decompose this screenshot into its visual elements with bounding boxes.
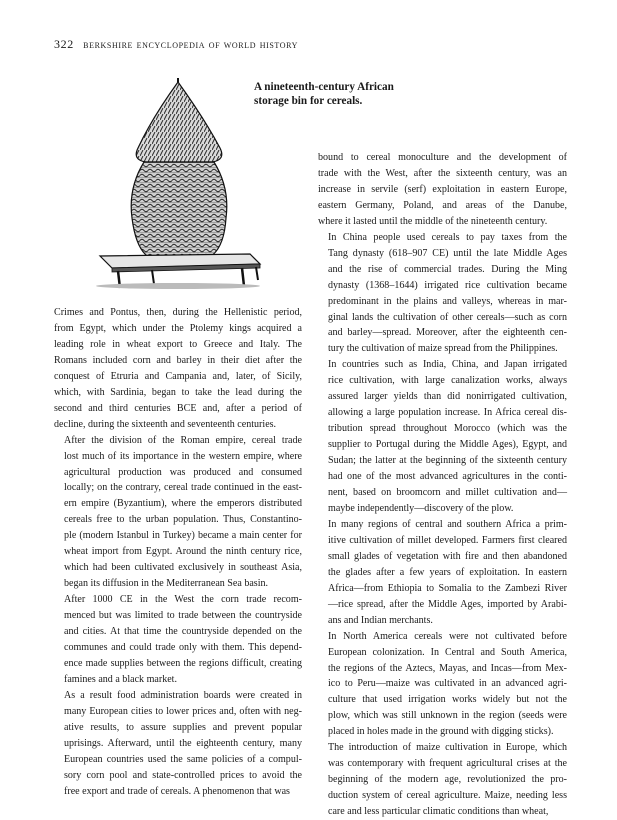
text-line: where it lasted until the middle of the nineteenth century. <box>318 215 548 227</box>
left-text-column <box>54 305 302 800</box>
storage-bin-illustration <box>92 78 264 290</box>
caption-line: storage bin for cereals. <box>254 95 363 107</box>
paragraph <box>318 517 567 629</box>
text-line: conquest of Etruria and Campania and, later, of Sicily, <box>54 370 302 382</box>
text-line: After the division of the Roman empire, cereal trade <box>64 434 302 446</box>
text-line: In countries such as India, China, and Japan irrigated <box>328 359 567 371</box>
text-line: supplier to Portugal during the Middle Ages), Egypt, and <box>328 439 567 451</box>
text-line: which, with Sardinia, began to take the lead during the <box>54 386 302 398</box>
text-line: Tang dynasty (618–907 CE) until the late Middle Ages <box>328 247 567 259</box>
text-line: had one of the most advanced agricultures in the conti- <box>328 471 567 483</box>
paragraph <box>54 688 302 800</box>
paragraph <box>318 629 567 741</box>
paragraph <box>318 357 567 517</box>
text-line: ginal lands the cultivation of other cereals—such as corn <box>328 311 567 323</box>
text-line: menced but was limited to trade between the countryside <box>64 610 302 622</box>
right-text-column <box>318 150 567 820</box>
text-line: was contemporary with frequent agricultural crises at the <box>328 758 567 770</box>
text-line: leading role in wheat export to Greece and Italy. The <box>54 338 302 350</box>
text-line: allowing a large population increase. In Africa cereal dis- <box>328 407 567 419</box>
text-line: After 1000 CE in the West the corn trade recom- <box>64 594 302 606</box>
text-line: placed in holes made in the ground with digging sticks). <box>328 726 554 738</box>
text-line: the glades after a few years of exploitation. In eastern <box>328 566 567 578</box>
text-line: ans and Indian merchants. <box>328 614 433 626</box>
text-line: ern empire (Byzantium), where the emperors distributed <box>64 498 302 510</box>
text-line: The introduction of maize cultivation in Europe, which <box>328 742 567 754</box>
text-line: free export and trade of cereals. A phenomenon that was <box>64 785 290 797</box>
paragraph <box>318 740 567 820</box>
text-line: uprisings. Afterward, until the eighteenth century, many <box>64 737 302 749</box>
paragraph <box>318 230 567 358</box>
text-line: began its diffusion in the Mediterranean Sea basin. <box>64 578 269 590</box>
text-line: trade with the West, after the sixteenth century, was an <box>318 167 567 179</box>
text-line: second and third centuries BCE and, after a period of <box>54 402 302 414</box>
text-line: In many regions of central and southern Africa a prim- <box>328 518 567 530</box>
text-line: small glades of vegetation with fire and then abandoned <box>328 550 567 562</box>
text-line: which had been cultivated exclusively in southeast Asia, <box>64 562 302 574</box>
text-line: ence made supplies between the regions difficult, creating <box>64 657 302 669</box>
text-line: the regions of the Aztecs, Mayas, and Incas—from Mex- <box>328 662 567 674</box>
text-line: tribution spread throughout Morocco (which was the <box>328 423 567 435</box>
text-line: care and less particular climatic conditions than wheat, <box>328 806 549 818</box>
text-line: and barley—spread. Moreover, after the eighteenth cen- <box>328 327 567 339</box>
text-line: eastern Germany, Poland, and areas of the Danube, <box>318 199 567 211</box>
text-line: Africa—from Ethiopia to Somalia to the Zambezi River <box>328 582 567 594</box>
text-line: rice cultivation, with large canalization works, always <box>328 375 567 387</box>
text-line: duction system of cereal agriculture. Maize, needing less <box>328 790 567 802</box>
text-line: itive cultivation of millet developed. Farmers first cleared <box>328 534 567 546</box>
text-line: —rice spread, after the Middle Ages, imported by Arabi- <box>328 598 567 610</box>
paragraph <box>54 433 302 593</box>
text-line: increase in servile (serf) exploitation in eastern Europe, <box>318 183 567 195</box>
caption-line: A nineteenth-century African <box>254 81 394 93</box>
text-line: and cities. At that time the countryside depended on the <box>64 626 302 638</box>
text-line: decline, during the sixteenth and seventeenth centuries. <box>54 418 277 430</box>
text-line: culture that used irrigation works widely but not the <box>328 694 567 706</box>
text-line: maybe independently—discovery of the plow. <box>328 502 514 514</box>
text-line: from Egypt, which under the Ptolemy kings acquired a <box>54 322 302 334</box>
text-line: bound to cereal monoculture and the development of <box>318 152 567 163</box>
text-line: locally; on the contrary, cereal trade continued in the east- <box>64 482 302 494</box>
text-line: As a result food administration boards were created in <box>64 689 302 701</box>
text-line: beginning of the modern age, revolutionized the pro- <box>328 774 567 786</box>
text-line: assured larger yields than did nonirrigated cultivation, <box>328 391 567 403</box>
text-line: In North America cereals were not cultivated before <box>328 630 567 642</box>
text-line: and the rise of commercial trades. During the Ming <box>328 263 567 275</box>
text-line: Crimes and Pontus, then, during the Hellenistic period, <box>54 307 302 318</box>
text-line: communes and could trade only with them. This depend- <box>64 642 302 654</box>
text-line: tury the cultivation of maize spread from the Philippines. <box>328 343 558 355</box>
paragraph <box>54 305 302 433</box>
text-line: cereals free to the urban population. Thus, Constantino- <box>64 514 302 526</box>
text-line: lost much of its importance in the western empire, where <box>64 450 302 462</box>
text-line: In China people used cereals to pay taxes from the <box>328 231 567 243</box>
text-line: many European cities to lower prices and, often with neg- <box>64 705 302 717</box>
text-line: predominant in the plains and valleys, whereas in mar- <box>328 295 567 307</box>
page-number: 322 <box>54 37 74 51</box>
text-line: famines and a black market. <box>64 673 177 685</box>
text-line: wheat import from Egypt. Around the ninth century rice, <box>64 546 302 558</box>
text-line: nent, based on broomcorn and millet cultivation and— <box>328 487 567 499</box>
text-line: sory corn pool and state-controlled prices to avoid the <box>64 769 302 781</box>
text-line: Romans included corn and barley in their diet after the <box>54 354 302 366</box>
figure-caption <box>254 80 454 108</box>
text-line: dynasty (1368–1644) irrigated rice cultivation became <box>328 279 567 291</box>
paragraph <box>54 592 302 688</box>
text-line: ico to Peru—maize was cultivated in an advanced agri- <box>328 678 567 690</box>
running-header <box>54 37 298 52</box>
text-line: ative results, to assure supplies and prevent popular <box>64 721 302 733</box>
text-line: plow, which was still unknown in the region (seeds were <box>328 710 567 722</box>
running-title: berkshire encyclopedia of world history <box>83 37 298 51</box>
paragraph <box>318 150 567 230</box>
text-line: European colonization. In Central and South America, <box>328 646 567 658</box>
text-line: ple (modern Istanbul in Turkey) became a main center for <box>64 530 302 542</box>
text-line: Sudan; the latter at the beginning of the sixteenth century <box>328 455 567 467</box>
text-line: agricultural production was produced and consumed <box>64 466 302 478</box>
text-line: European countries used the same policies of a compul- <box>64 753 302 765</box>
